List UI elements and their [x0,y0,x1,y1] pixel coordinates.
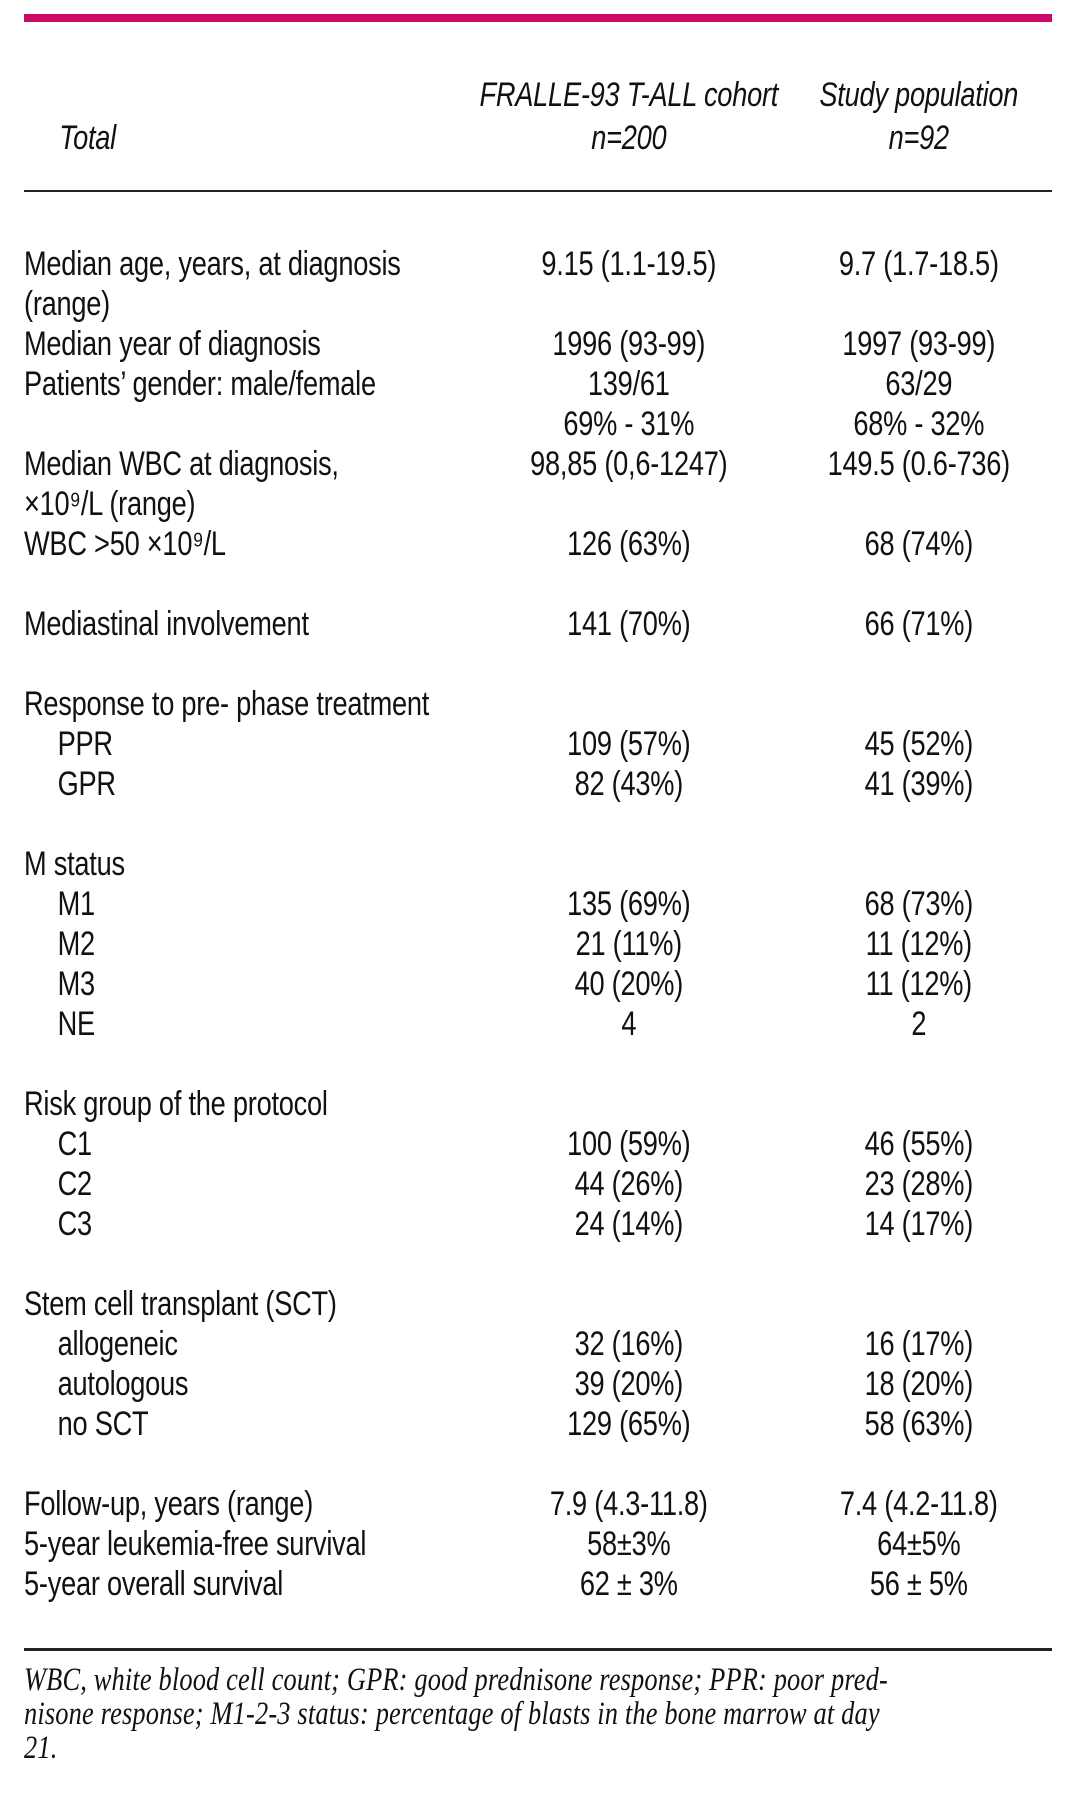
row-spacer [24,564,1052,604]
row-value-cohort [472,844,786,884]
row-value-study [786,684,1052,724]
row-value-study [786,964,1052,1004]
row-spacer [24,644,1052,684]
row-value-study [786,444,1052,524]
row-value-study-text: 149.5 (0.6-736) [827,445,1010,483]
row-label [24,1164,472,1204]
row-label [24,244,472,324]
table-row [24,324,1052,364]
row-label-text: 5-year overall survival [24,1565,284,1603]
row-value-cohort-text: 98,85 (0,6-1247) [530,445,728,483]
row-value-cohort [472,764,786,804]
row-label-text-line2: (range) [24,285,111,323]
row-value-cohort-text: 141 (70%) [567,605,691,643]
row-label [24,724,472,764]
row-label [24,1204,472,1244]
row-label [24,964,472,1004]
row-value-cohort [472,1204,786,1244]
row-label [24,1124,472,1164]
row-label [24,764,472,804]
row-label-text: Stem cell transplant (SCT) [24,1285,337,1323]
row-value-cohort-text: 100 (59%) [567,1125,691,1163]
row-value-cohort-text: 9.15 (1.1-19.5) [541,245,717,283]
row-label-text: Follow-up, years (range) [24,1485,314,1523]
row-label-text: Mediastinal involvement [24,605,309,643]
row-value-cohort [472,1324,786,1364]
row-value-study-text: 63/29 [885,365,953,403]
row-label-text: NE [57,1005,95,1043]
row-label [24,884,472,924]
table-row [24,1204,1052,1244]
row-value-cohort [472,1004,786,1044]
row-value-cohort-text: 24 (14%) [574,1205,684,1243]
row-value-study [786,1324,1052,1364]
row-label-text: C3 [57,1205,92,1243]
row-label [24,844,472,884]
row-value-cohort-text: 129 (65%) [567,1405,691,1443]
table-group-row [24,1284,1052,1324]
row-value-cohort [472,1524,786,1564]
row-value-cohort-text: 4 [621,1005,637,1043]
row-value-cohort [472,1404,786,1444]
row-value-cohort-text: 109 (57%) [567,725,691,763]
table-row [24,1324,1052,1364]
row-value-cohort [472,244,786,324]
row-label-text: autologous [57,1365,189,1403]
row-label-text: Response to pre- phase treatment [24,685,430,723]
table-row [24,604,1052,644]
header-total-label: Total [59,119,116,157]
row-spacer [24,1244,1052,1284]
row-value-study [786,924,1052,964]
row-value-cohort-text: 126 (63%) [567,525,691,563]
row-value-study-text: 64±5% [877,1525,961,1563]
row-value-study-text: 66 (71%) [864,605,974,643]
header-study-column [786,74,1052,160]
row-value-study-text-line2: 68% - 32% [853,405,985,443]
row-label-text: C1 [57,1125,92,1163]
row-value-cohort-text: 40 (20%) [574,965,684,1003]
row-value-study-text: 68 (74%) [864,525,974,563]
top-accent-bar [24,14,1052,22]
row-value-study-text: 46 (55%) [864,1125,974,1163]
row-value-study [786,524,1052,564]
row-value-study-text: 16 (17%) [864,1325,974,1363]
row-value-cohort-text: 1996 (93-99) [552,325,706,363]
row-value-study-text: 45 (52%) [864,725,974,763]
table-row [24,1004,1052,1044]
row-label [24,1484,472,1524]
table-row [24,364,1052,444]
header-study-count: n=92 [888,119,949,157]
row-label [24,364,472,444]
row-label-text: no SCT [57,1405,149,1443]
row-value-study-text: 14 (17%) [864,1205,974,1243]
row-value-cohort [472,684,786,724]
row-label [24,1284,472,1324]
table-row [24,1484,1052,1524]
footnote-line: 21. [24,1730,58,1766]
row-value-study [786,764,1052,804]
row-value-study-text: 23 (28%) [864,1165,974,1203]
row-label-text: PPR [57,725,113,763]
row-value-study-text: 9.7 (1.7-18.5) [838,245,999,283]
table-row [24,1364,1052,1404]
row-value-study-text: 41 (39%) [864,765,974,803]
table-row [24,524,1052,564]
row-value-study [786,604,1052,644]
row-value-cohort [472,1484,786,1524]
row-value-study-text: 18 (20%) [864,1365,974,1403]
table-footnote [0,1651,1075,1765]
table-row [24,884,1052,924]
row-label [24,1524,472,1564]
row-label [24,1404,472,1444]
row-value-study-text: 11 (12%) [865,925,973,963]
table-row [24,1524,1052,1564]
row-label [24,684,472,724]
row-value-study [786,1364,1052,1404]
table-row [24,1404,1052,1444]
row-label-text: M status [24,845,125,883]
header-cohort-column [472,74,786,160]
row-value-study-text: 7.4 (4.2-11.8) [839,1485,998,1523]
table-row [24,1564,1052,1604]
row-label-text: M3 [57,965,95,1003]
table-row [24,1164,1052,1204]
row-value-cohort [472,1364,786,1404]
row-value-cohort [472,524,786,564]
row-value-study [786,884,1052,924]
row-label [24,1004,472,1044]
table-group-row [24,844,1052,884]
row-value-cohort-text-line2: 69% - 31% [563,405,695,443]
header-study-title: Study population [819,76,1019,114]
table-row [24,924,1052,964]
row-value-study [786,1404,1052,1444]
table-row [24,244,1052,324]
row-value-study [786,724,1052,764]
row-label [24,924,472,964]
table-row [24,964,1052,1004]
row-value-cohort [472,1124,786,1164]
row-value-cohort-text: 82 (43%) [574,765,684,803]
row-value-cohort-text: 32 (16%) [574,1325,684,1363]
row-spacer [24,1044,1052,1084]
row-label-text: Patients’ gender: male/female [24,365,376,403]
row-value-cohort [472,724,786,764]
row-label [24,1364,472,1404]
row-value-study [786,1124,1052,1164]
row-label-text: C2 [57,1165,92,1203]
row-value-cohort-text: 58±3% [587,1525,671,1563]
row-value-cohort [472,1564,786,1604]
table-row [24,724,1052,764]
row-value-study [786,1164,1052,1204]
row-value-cohort [472,1084,786,1124]
row-value-cohort-text: 135 (69%) [567,885,691,923]
row-value-cohort-text: 21 (11%) [575,925,683,963]
row-label [24,324,472,364]
table-group-row [24,1084,1052,1124]
header-cohort-title: FRALLE-93 T-ALL cohort [479,76,779,114]
row-label-text: Median age, years, at diagnosis [24,245,401,283]
row-value-study-text: 11 (12%) [865,965,973,1003]
row-label [24,444,472,524]
row-value-cohort [472,1164,786,1204]
row-label-text: allogeneic [57,1325,178,1363]
row-value-study [786,364,1052,444]
row-value-cohort-text: 139/61 [587,365,670,403]
row-label-text: Median year of diagnosis [24,325,321,363]
row-label-text: M2 [57,925,95,963]
row-spacer [24,804,1052,844]
row-value-cohort-text: 7.9 (4.3-11.8) [549,1485,708,1523]
footnote-line: WBC, white blood cell count; GPR: good prednisone response; PPR: poor pred- [24,1662,888,1698]
row-value-study [786,1484,1052,1524]
row-label-text: M1 [57,885,95,923]
row-label [24,1084,472,1124]
paper-table-page [0,14,1075,1800]
row-label-text: Median WBC at diagnosis, [24,445,339,483]
row-value-study-text: 1997 (93-99) [842,325,996,363]
row-value-cohort-text: 62 ± 3% [579,1565,678,1603]
row-value-study [786,1004,1052,1044]
table-body [0,192,1075,1604]
footnote-line: nisone response; M1-2-3 status: percentage of blasts in the bone marrow at day [24,1696,880,1732]
row-value-study [786,1084,1052,1124]
row-label-text: GPR [57,765,116,803]
row-value-cohort [472,884,786,924]
row-value-study [786,324,1052,364]
row-label-text: Risk group of the protocol [24,1085,328,1123]
row-value-study-text: 2 [911,1005,927,1043]
row-label-text-line2: ×10⁹/L (range) [24,485,196,523]
row-label [24,524,472,564]
row-label [24,1564,472,1604]
table-group-row [24,684,1052,724]
row-spacer [24,1444,1052,1484]
row-value-cohort [472,1284,786,1324]
row-label [24,1324,472,1364]
row-value-cohort [472,964,786,1004]
table-header [0,22,1075,190]
row-label-text: WBC >50 ×10⁹/L [24,525,226,563]
row-value-study-text: 68 (73%) [864,885,974,923]
row-value-study-text: 56 ± 5% [869,1565,968,1603]
row-value-study [786,1564,1052,1604]
row-value-study-text: 58 (63%) [864,1405,974,1443]
table-row [24,1124,1052,1164]
row-value-cohort-text: 44 (26%) [574,1165,684,1203]
row-label-text: 5-year leukemia-free survival [24,1525,367,1563]
row-value-cohort [472,604,786,644]
row-value-cohort [472,444,786,524]
row-label [24,604,472,644]
row-value-cohort [472,924,786,964]
table-row [24,764,1052,804]
row-value-cohort [472,324,786,364]
row-value-study [786,244,1052,324]
row-value-study [786,1524,1052,1564]
row-value-study [786,1284,1052,1324]
row-value-study [786,1204,1052,1244]
row-value-cohort-text: 39 (20%) [574,1365,684,1403]
header-cohort-count: n=200 [591,119,667,157]
row-value-study [786,844,1052,884]
row-value-cohort [472,364,786,444]
table-row [24,444,1052,524]
